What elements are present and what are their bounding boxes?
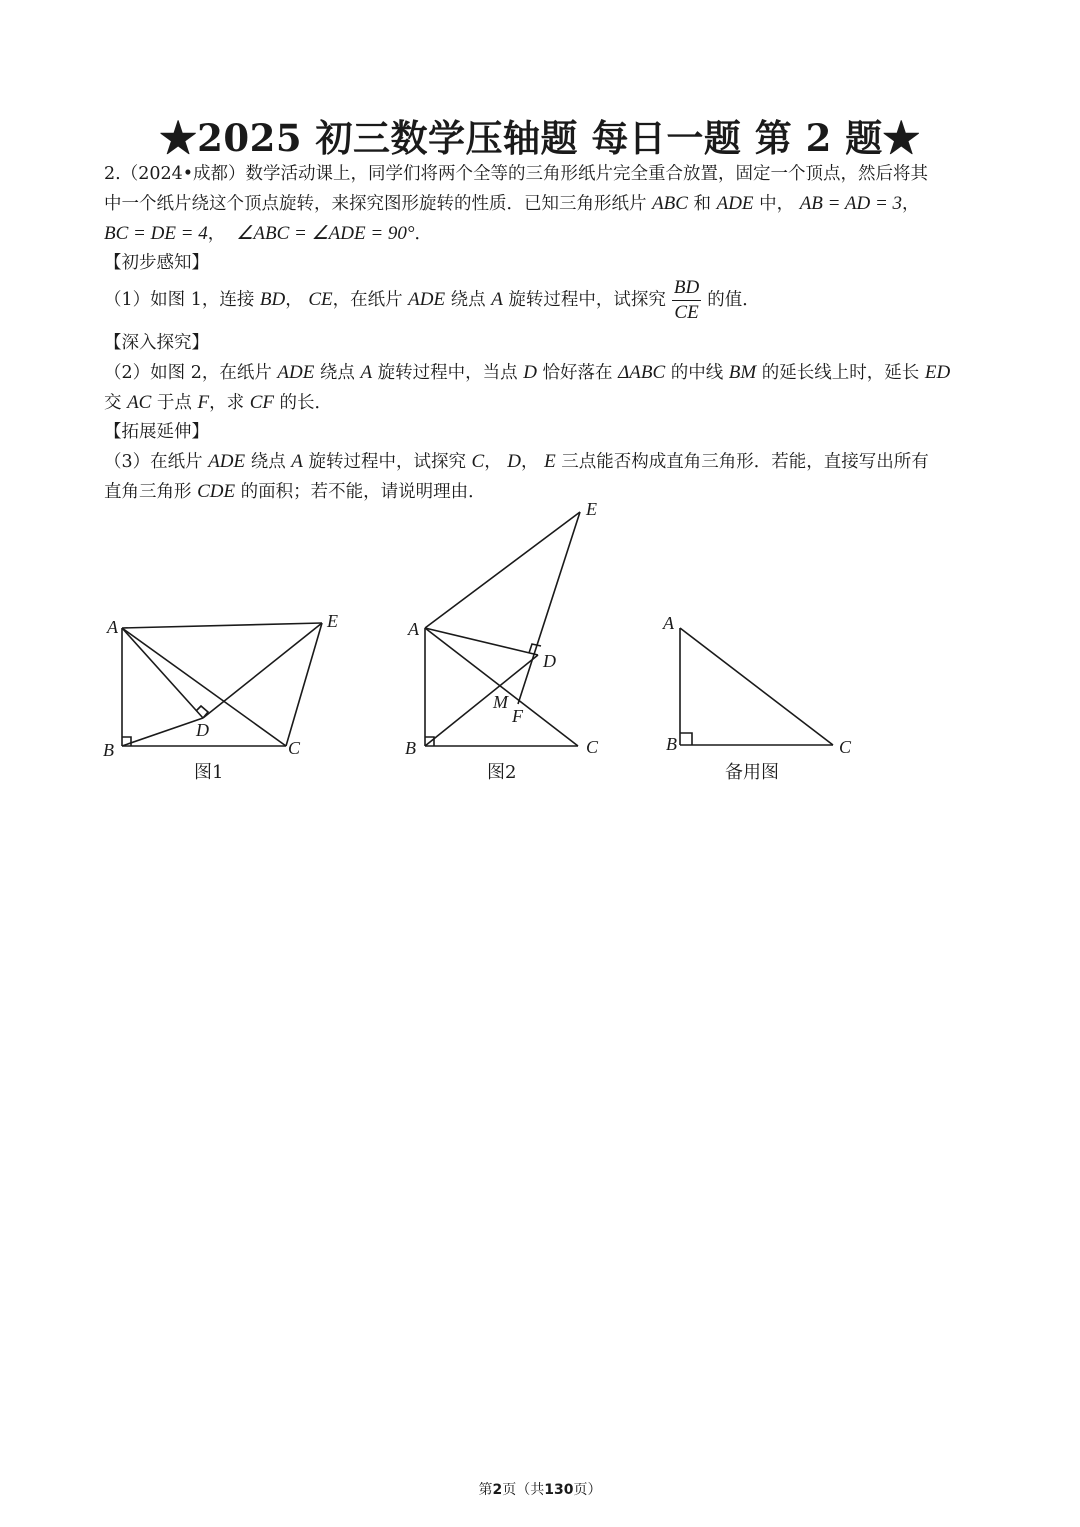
- figure-spare: [680, 628, 833, 745]
- intro-line-1: 2.（2024•成都）数学活动课上，同学们将两个全等的三角形纸片完全重合放置，固定一个顶点，然后将其: [104, 164, 929, 184]
- page-total: 130: [544, 1482, 574, 1498]
- q3-line-1: （3）在纸片 ADE 绕点 A 旋转过程中，试探究 C， D， E 三点能否构成直角三角形．若能，直接写出所有: [104, 451, 929, 472]
- fig3-point-a: A: [663, 613, 674, 633]
- page-number: 2: [492, 1482, 503, 1498]
- fraction-bd-ce: $\frac{BD}{CE}$: [673, 277, 700, 323]
- page-footer: 第2页（共130页）: [478, 1482, 602, 1498]
- section-heading-1: 【初步感知】: [104, 253, 209, 273]
- q2-line-2: 交 AC 于点 F，求 CF 的长．: [104, 392, 333, 413]
- problem-intro: [104, 160, 984, 278]
- fig2-point-c: C: [586, 737, 599, 757]
- fig2-point-d: D: [543, 651, 556, 671]
- q2-line-1: （2）如图 2，在纸片 ADE 绕点 A 旋转过程中，当点 D 恰好落在 ΔABC 的中线 BM 的延长线上时，延长 ED: [104, 362, 951, 383]
- fig1-point-c: C: [288, 738, 301, 758]
- page-title: ★2025 初三数学压轴题 每日一题 第 2 题★: [159, 116, 921, 160]
- fig2-caption: 图2: [487, 762, 517, 783]
- fig2-point-a: A: [408, 619, 419, 639]
- question-2: [104, 329, 984, 507]
- fig1-point-b: B: [103, 740, 114, 760]
- fig3-point-b: B: [666, 734, 677, 754]
- q3-line-2: 直角三角形 CDE 的面积；若不能，请说明理由．: [104, 481, 486, 502]
- fig2-point-b: B: [405, 738, 416, 758]
- question-1: （1）如图 1，连接 BD， CE，在纸片 ADE 绕点 A 旋转过程中，试探究 $\frac{BD}{CE}$ 的值．: [104, 277, 760, 323]
- figure-1: [122, 623, 322, 746]
- fig1-point-a: A: [107, 617, 118, 637]
- fig1-point-d: D: [196, 720, 209, 740]
- section-heading-3: 【拓展延伸】: [104, 422, 209, 442]
- fig2-point-m: M: [493, 692, 508, 712]
- fig3-caption: 备用图: [725, 762, 779, 783]
- fig2-point-f: F: [512, 706, 523, 726]
- figures-diagram: [0, 495, 1080, 795]
- section-heading-2: 【深入探究】: [104, 333, 209, 353]
- fig1-point-e: E: [327, 611, 338, 631]
- intro-line-3: BC = DE = 4， ∠ABC = ∠ADE = 90°．: [104, 223, 433, 244]
- fig3-point-c: C: [839, 737, 852, 757]
- intro-line-2: 中一个纸片绕这个顶点旋转，来探究图形旋转的性质．已知三角形纸片 ABC 和 ADE 中， AB = AD = 3，: [104, 193, 920, 214]
- fig1-caption: 图1: [194, 762, 224, 783]
- fig2-point-e: E: [586, 499, 597, 519]
